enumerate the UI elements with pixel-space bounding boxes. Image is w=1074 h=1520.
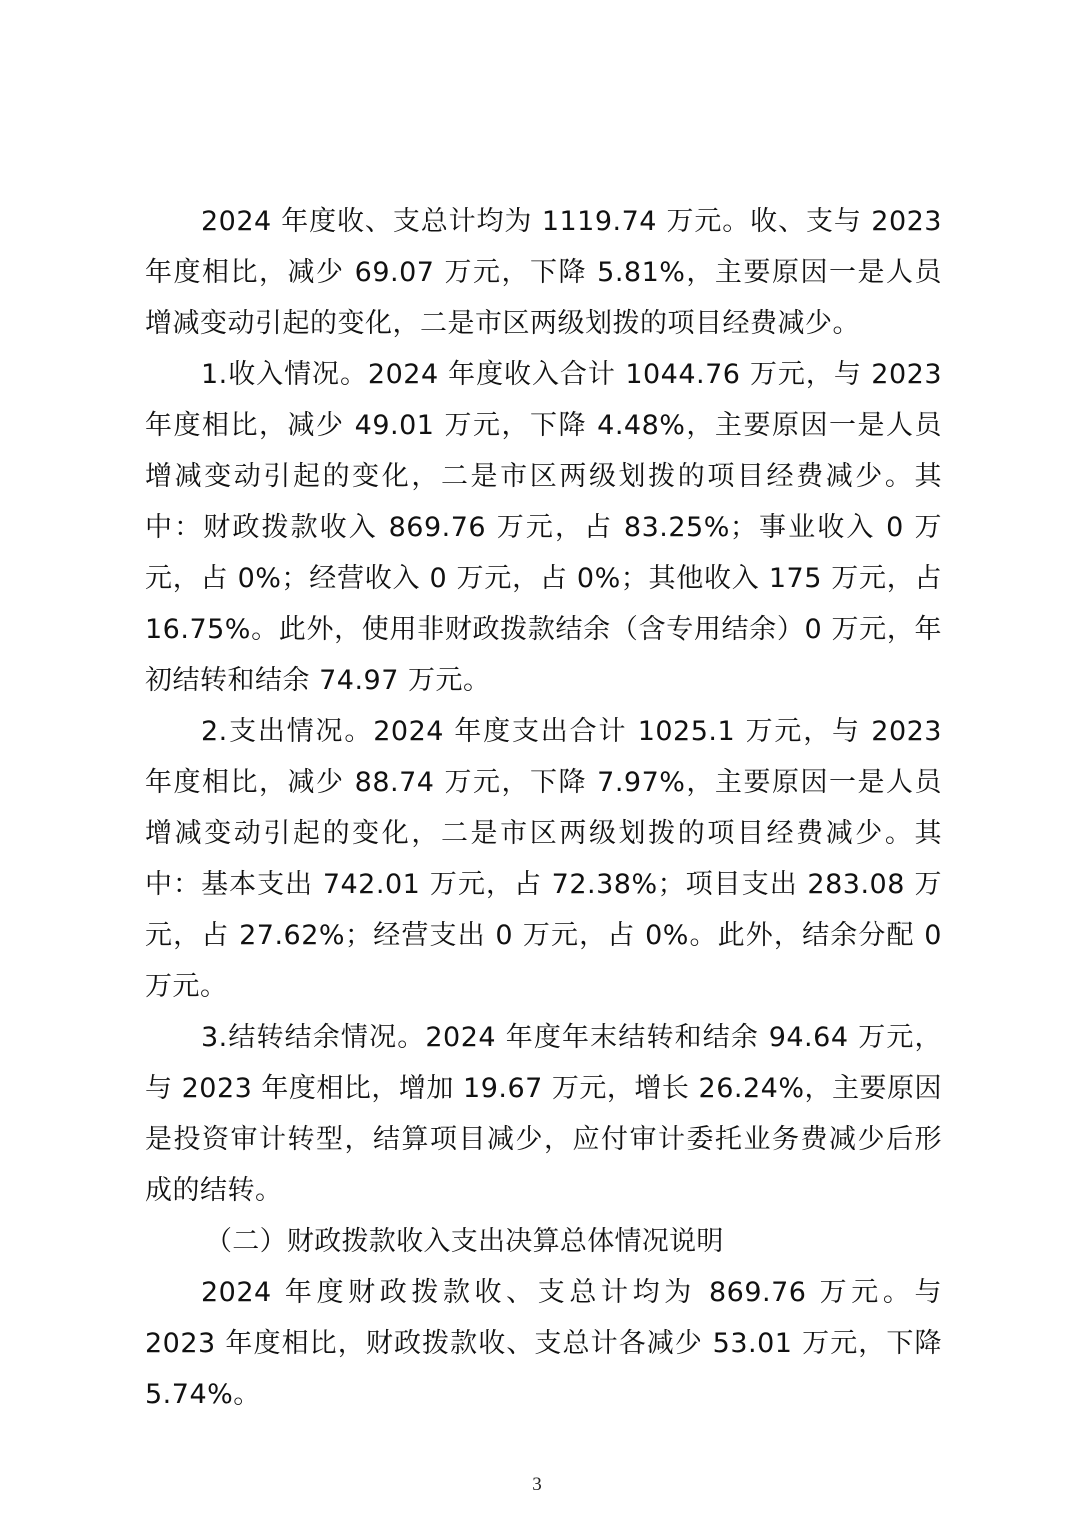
paragraph-income: 1.收入情况。2024 年度收入合计 1044.76 万元，与 2023 年度相比，减少 49.01 万元，下降 4.48%，主要原因一是人员增减变动引起的变化，二是市区两级划拨的项目经费减少。其中：财政拨款收入 869.76 万元，占 83.25%；事业收入 0 万元，占 0%；经营收入 0 万元，占 0%；其他收入 175 万元，占 16.75%。此外，使用非财政拨款结余（含专用结余）0 万元，年初结转和结余 74.97 万元。: [145, 359, 942, 696]
paragraph-total-summary: 2024 年度收、支总计均为 1119.74 万元。收、支与 2023 年度相比，减少 69.07 万元，下降 5.81%，主要原因一是人员增减变动引起的变化，二是市区两级划拨的项目经费减少。: [145, 206, 942, 339]
paragraph-fiscal-summary: 2024 年度财政拨款收、支总计均为 869.76 万元。与 2023 年度相比，财政拨款收、支总计各减少 53.01 万元，下降 5.74%。: [145, 1277, 942, 1410]
body-text: [145, 196, 942, 1420]
page-number: 3: [532, 1474, 542, 1495]
paragraph-expenditure: 2.支出情况。2024 年度支出合计 1025.1 万元，与 2023 年度相比，减少 88.74 万元，下降 7.97%，主要原因一是人员增减变动引起的变化，二是市区两级划拨的项目经费减少。其中：基本支出 742.01 万元，占 72.38%；项目支出 283.08 万元，占 27.62%；经营支出 0 万元，占 0%。此外，结余分配 0 万元。: [145, 716, 942, 1002]
section-heading: （二）财政拨款收入支出决算总体情况说明: [205, 1226, 724, 1257]
paragraph-carryover: 3.结转结余情况。2024 年度年末结转和结余 94.64 万元，与 2023 年度相比，增加 19.67 万元，增长 26.24%，主要原因是投资审计转型，结算项目减少，应付审计委托业务费减少后形成的结转。: [145, 1022, 942, 1206]
